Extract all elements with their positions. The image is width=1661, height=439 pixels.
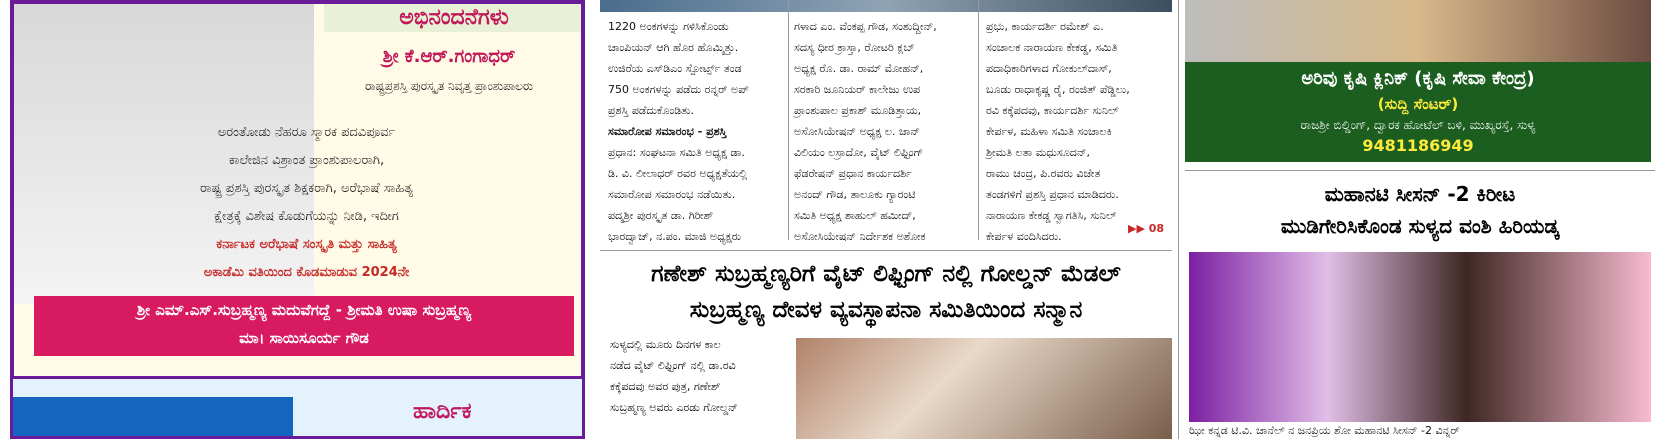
story-line: ಫೆಡರೇಷನ್ ಪ್ರಧಾನ ಕಾರ್ಯದರ್ಶಿ: [794, 167, 912, 180]
footer-names: ಶ್ರೀ ಎಮ್.ಎಸ್.ಸುಬ್ರಹ್ಮಣ್ಯ ಮದುವೆಗದ್ದೆ - ಶ್ರೀಮತಿ ಉಷಾ ಸುಬ್ರಹ್ಮಣ್ಯ: [136, 301, 472, 319]
story-column-3: [986, 16, 1172, 247]
honoree-subtitle: ರಾಷ್ಟ್ರಪ್ರಶಸ್ತಿ ಪುರಸ್ಕೃತ ನಿವೃತ್ತ ಪ್ರಾಂಶುಪಾಲರು: [364, 79, 534, 93]
story-line: ಉಜಿರೆಯ ಎಸ್‌ಡಿಎಂ ಸ್ಪೋರ್ಟ್ಸ್ ತಂಡ: [608, 62, 742, 75]
footer-names-2: ಮಾ। ಸಾಯಿಸೂರ್ಯ ಗೌಡ: [239, 329, 369, 347]
story3-headline: [1185, 178, 1655, 242]
story-line: ಕೇರ್ಪಳ, ಮಹಿಳಾ ಸಮಿತಿ ಸಂಚಾಲಕಿ: [986, 125, 1112, 138]
photo-strip: [600, 0, 1172, 12]
story-line: ಕೇರ್ಪಳ ವಂದಿಸಿದರು.: [986, 230, 1062, 243]
story-line: ತಂಡಗಳಿಗೆ ಪ್ರಶಸ್ತಿ ಪ್ರಧಾನ ಮಾಡಿದರು.: [986, 188, 1119, 201]
ad-body-highlight: [34, 231, 579, 287]
story-line: ಅನಂದ್ ಗೌಡ, ತಾಲೂಕು ಗ್ಯಾರಂಟಿ: [794, 188, 916, 201]
krishi-clinic-ad: [1185, 0, 1651, 162]
ad-address: ರಾಜಶ್ರೀ ಬಿಲ್ಡಿಂಗ್, ದ್ವಾರಕ ಹೋಟೆಲ್ ಬಳಿ, ಮುಖ್ಯರಸ್ತೆ, ಸುಳ್ಯ: [1300, 118, 1536, 132]
ad-body-line: ಕಾಲೇಜಿನ ವಿಶ್ರಾಂತ ಪ್ರಾಂಶುಪಾಲರಾಗಿ,: [228, 153, 385, 168]
story-column-2: [794, 16, 972, 247]
story-line: ಶ್ರೀಮತಿ ಲತಾ ಮಧುಸೂದನ್,: [986, 146, 1091, 159]
ad-subtitle: (ಸುದ್ದಿ ಸೆಂಟರ್): [1377, 95, 1459, 113]
story-line: ಸಂಚಾಲಕ ನಾರಾಯಣ ಕೇಕಡ್ಡ, ಸಮಿತಿ: [986, 41, 1118, 54]
highlight-text: ಅಕಾಡೆಮಿ ವತಿಯಿಂದ ಕೊಡಮಾಡುವ 2024ನೇ: [203, 265, 410, 280]
story-subhead: ಸಮಾರೋಪ ಸಮಾರಂಭ - ಪ್ರಶಸ್ತಿ: [608, 125, 727, 138]
story-line: ಪ್ರಭು, ಕಾರ್ಯದರ್ಶಿ ರಮೇಶ್ ಎ.: [986, 20, 1104, 33]
ad-body-line: ಅರಂತೋಡು ನೆಹರೂ ಸ್ಮಾರಕ ಪದವಿಪೂರ್ವ: [217, 125, 396, 140]
story-line: ಸಮಾರೋಪ ಸಮಾರಂಭ ನಡೆಯಿತು.: [608, 188, 736, 201]
headline-line-2: ಮುಡಿಗೇರಿಸಿಕೊಂಡ ಸುಳ್ಯದ ವಂಶಿ ಹಿರಿಯಡ್ಕ: [1280, 214, 1560, 238]
story-line: ಸುಬ್ರಹ್ಮಣ್ಯ ಅವರು ಎರಡು ಗೋಲ್ಡನ್: [610, 401, 738, 414]
story-line: ಭಾರದ್ವಾಜ್, ನ.ಪಂ. ಮಾಜಿ ಅಧ್ಯಕ್ಷರು: [608, 230, 742, 243]
story-line: ಗಳಾದ ಎಂ. ವೆಂಕಪ್ಪ ಗೌಡ, ಸಂಶುದ್ದೀನ್,: [794, 20, 937, 33]
photo-caption: ಝೀ ಕನ್ನಡ ಟಿ.ವಿ. ಚಾನೆಲ್ ನ ಜನಪ್ರಿಯ ಶೋ ಮಹಾನಟಿ ಸೀಸನ್ -2 ವಿನ್ನರ್: [1189, 424, 1460, 437]
congratulations-ad: [10, 0, 585, 380]
story-line: ಪ್ರಶಸ್ತಿ ಪಡೆದುಕೊಂಡಿತು.: [608, 104, 694, 117]
story-line: 750 ಅಂಕಗಳನ್ನು ಪಡೆದು ರನ್ನರ್ ಅಪ್: [608, 83, 749, 96]
story-line: ನಾರಾಯಣ ಕೇಕಡ್ಡ ಸ್ವಾಗತಿಸಿ, ಸುನಿಲ್: [986, 209, 1117, 222]
story-line: ಡಿ. ವಿ. ಲೀಲಾಧರ್ ರವರ ಅಧ್ಯಕ್ಷತೆಯಲ್ಲಿ: [608, 167, 748, 180]
honoree-name: ಶ್ರೀ ಕೆ.ಆರ್.ಗಂಗಾಧರ್: [382, 46, 516, 67]
story-line: ಬೂಡು ರಾಧಾಕೃಷ್ಣ ರೈ, ರಂಜಿತ್ ಪೆಡ್ಡಿಲು,: [986, 83, 1130, 96]
story-line: ಸರಕಾರಿ ಜೂನಿಯರ್ ಕಾಲೇಜು ಉಪ: [794, 83, 921, 96]
news-column: [600, 0, 1172, 439]
highlight-text: ಕರ್ನಾಟಕ ಅರೆಭಾಷೆ ಸಂಸ್ಕೃತಿ ಮತ್ತು ಸಾಹಿತ್ಯ: [216, 237, 397, 252]
show-winner-photo: [1189, 252, 1651, 422]
story-line: ಅಸೋಸಿಯೇಷನ್ ಅಧ್ಯಕ್ಷ ಲ. ಜಾನ್: [794, 125, 921, 138]
headline-line-1: ಮಹಾನಟಿ ಸೀಸನ್ -2 ಕಿರೀಟ: [1324, 182, 1516, 206]
story-column-1: [608, 16, 783, 247]
second-ad: [10, 376, 585, 439]
ad-body-line: ಕ್ಷೇತ್ರಕ್ಕೆ ವಿಶೇಷ ಕೊಡುಗೆಯನ್ನು ನೀಡಿ, ಇದೀಗ: [214, 209, 399, 224]
story-line: ಚಾಂಪಿಯನ್ ಆಗಿ ಹೊರ ಹೊಮ್ಮಿತ್ತು.: [608, 41, 739, 54]
story2-body: [610, 334, 790, 418]
ad-photo: [13, 397, 293, 439]
felicitation-photo: [796, 338, 1172, 439]
story-line: ಸದಸ್ಯ ಧೀರ ಕ್ರಾಸ್ತಾ, ರೋಟರಿ ಕ್ಲಬ್: [794, 41, 915, 54]
ad-title: ಅರಿವು ಕೃಷಿ ಕ್ಲಿನಿಕ್ (ಕೃಷಿ ಸೇವಾ ಕೇಂದ್ರ): [1301, 68, 1535, 89]
story-line: ಸಮಿತಿ ಅಧ್ಯಕ್ಷ ಶಾಹುಲ್ ಹಮೀದ್,: [794, 209, 916, 222]
story-line: ವಿಲಿಯಂ ಲಸ್ರಾದೋ, ವೈಟ್ ಲಿಫ್ಟಿಂಗ್: [794, 146, 924, 159]
story-line: ಅಸೋಸಿಯೇಷನ್ ನಿರ್ದೇಶಕ ಅಶೋಕ: [794, 230, 926, 243]
story-line: ಪ್ರಧಾನ: ಸಂಘಟನಾ ಸಮಿತಿ ಅಧ್ಯಕ್ಷ ಡಾ.: [608, 146, 745, 159]
ad-footer: [34, 296, 574, 356]
story-line: ಪ್ರಾಂಶುಪಾಲ ಪ್ರಕಾಶ್ ಮೂಡಿತ್ತಾಯ,: [794, 104, 922, 117]
story-line: ರಾಮು ಚಂದ್ರ, ಪಿ.ರವರು ವಿಜೇತ: [986, 167, 1101, 180]
story-line: ನಡೆದ ವೈಟ್ ಲಿಫ್ಟಿಂಗ್ ನಲ್ಲಿ ಡಾ.ರವಿ: [610, 359, 736, 372]
story-headline: [600, 256, 1172, 328]
story-line: ರವಿ ಕಕ್ಕೆಪದವು, ಕಾರ್ಯದರ್ಶಿ ಸುನಿಲ್: [986, 104, 1119, 117]
ad-body-line: ರಾಷ್ಟ್ರ ಪ್ರಶಸ್ತಿ ಪುರಸ್ಕೃತ ಶಿಕ್ಷಕರಾಗಿ, ಅರೆಭಾಷೆ ಸಾಹಿತ್ಯ: [199, 181, 413, 196]
headline-line-1: ಗಣೇಶ್ ಸುಬ್ರಹ್ಮಣ್ಯರಿಗೆ ವೈಟ್ ಲಿಫ್ಟಿಂಗ್ ನಲ್ಲಿ ಗೋಲ್ಡನ್ ಮೆಡಲ್: [651, 261, 1121, 287]
headline-line-2: ಸುಬ್ರಹ್ಮಣ್ಯ ದೇವಳ ವ್ಯವಸ್ಥಾಪನಾ ಸಮಿತಿಯಿಂದ ಸನ್ಮಾನ: [689, 297, 1083, 323]
story-line: ಪದಾಧಿಕಾರಿಗಳಾದ ಗೋಕುಲ್‌ದಾಸ್,: [986, 62, 1112, 75]
ad2-heading: ಹಾರ್ದಿಕ: [413, 399, 472, 424]
story-line: ಅಧ್ಯಕ್ಷ ರೊ. ಡಾ. ರಾಮ್ ಮೋಹನ್,: [794, 62, 924, 75]
story-line: ಪದ್ಮಶ್ರೀ ಪುರಸ್ಕೃತ ಡಾ. ಗಿರೀಶ್: [608, 209, 714, 222]
ad-body: [34, 119, 579, 231]
story-line: ಕಕ್ಕೆಪದವು ಅವರ ಪುತ್ರ, ಗಣೇಶ್: [610, 380, 721, 393]
continued-on-page[interactable]: ▶▶ 08: [1128, 222, 1165, 235]
ad-phone: 9481186949: [1362, 136, 1474, 155]
ad-product-photo: [1185, 0, 1651, 62]
story-line: 1220 ಅಂಕಗಳನ್ನು ಗಳಿಸಿಕೊಂಡು: [608, 20, 729, 33]
ad-heading: ಅಭಿನಂದನೆಗಳು: [324, 4, 584, 32]
right-column: [1185, 0, 1661, 439]
story-line: ಸುಳ್ಯದಲ್ಲಿ ಮೂರು ದಿನಗಳ ಕಾಲ: [610, 338, 721, 351]
